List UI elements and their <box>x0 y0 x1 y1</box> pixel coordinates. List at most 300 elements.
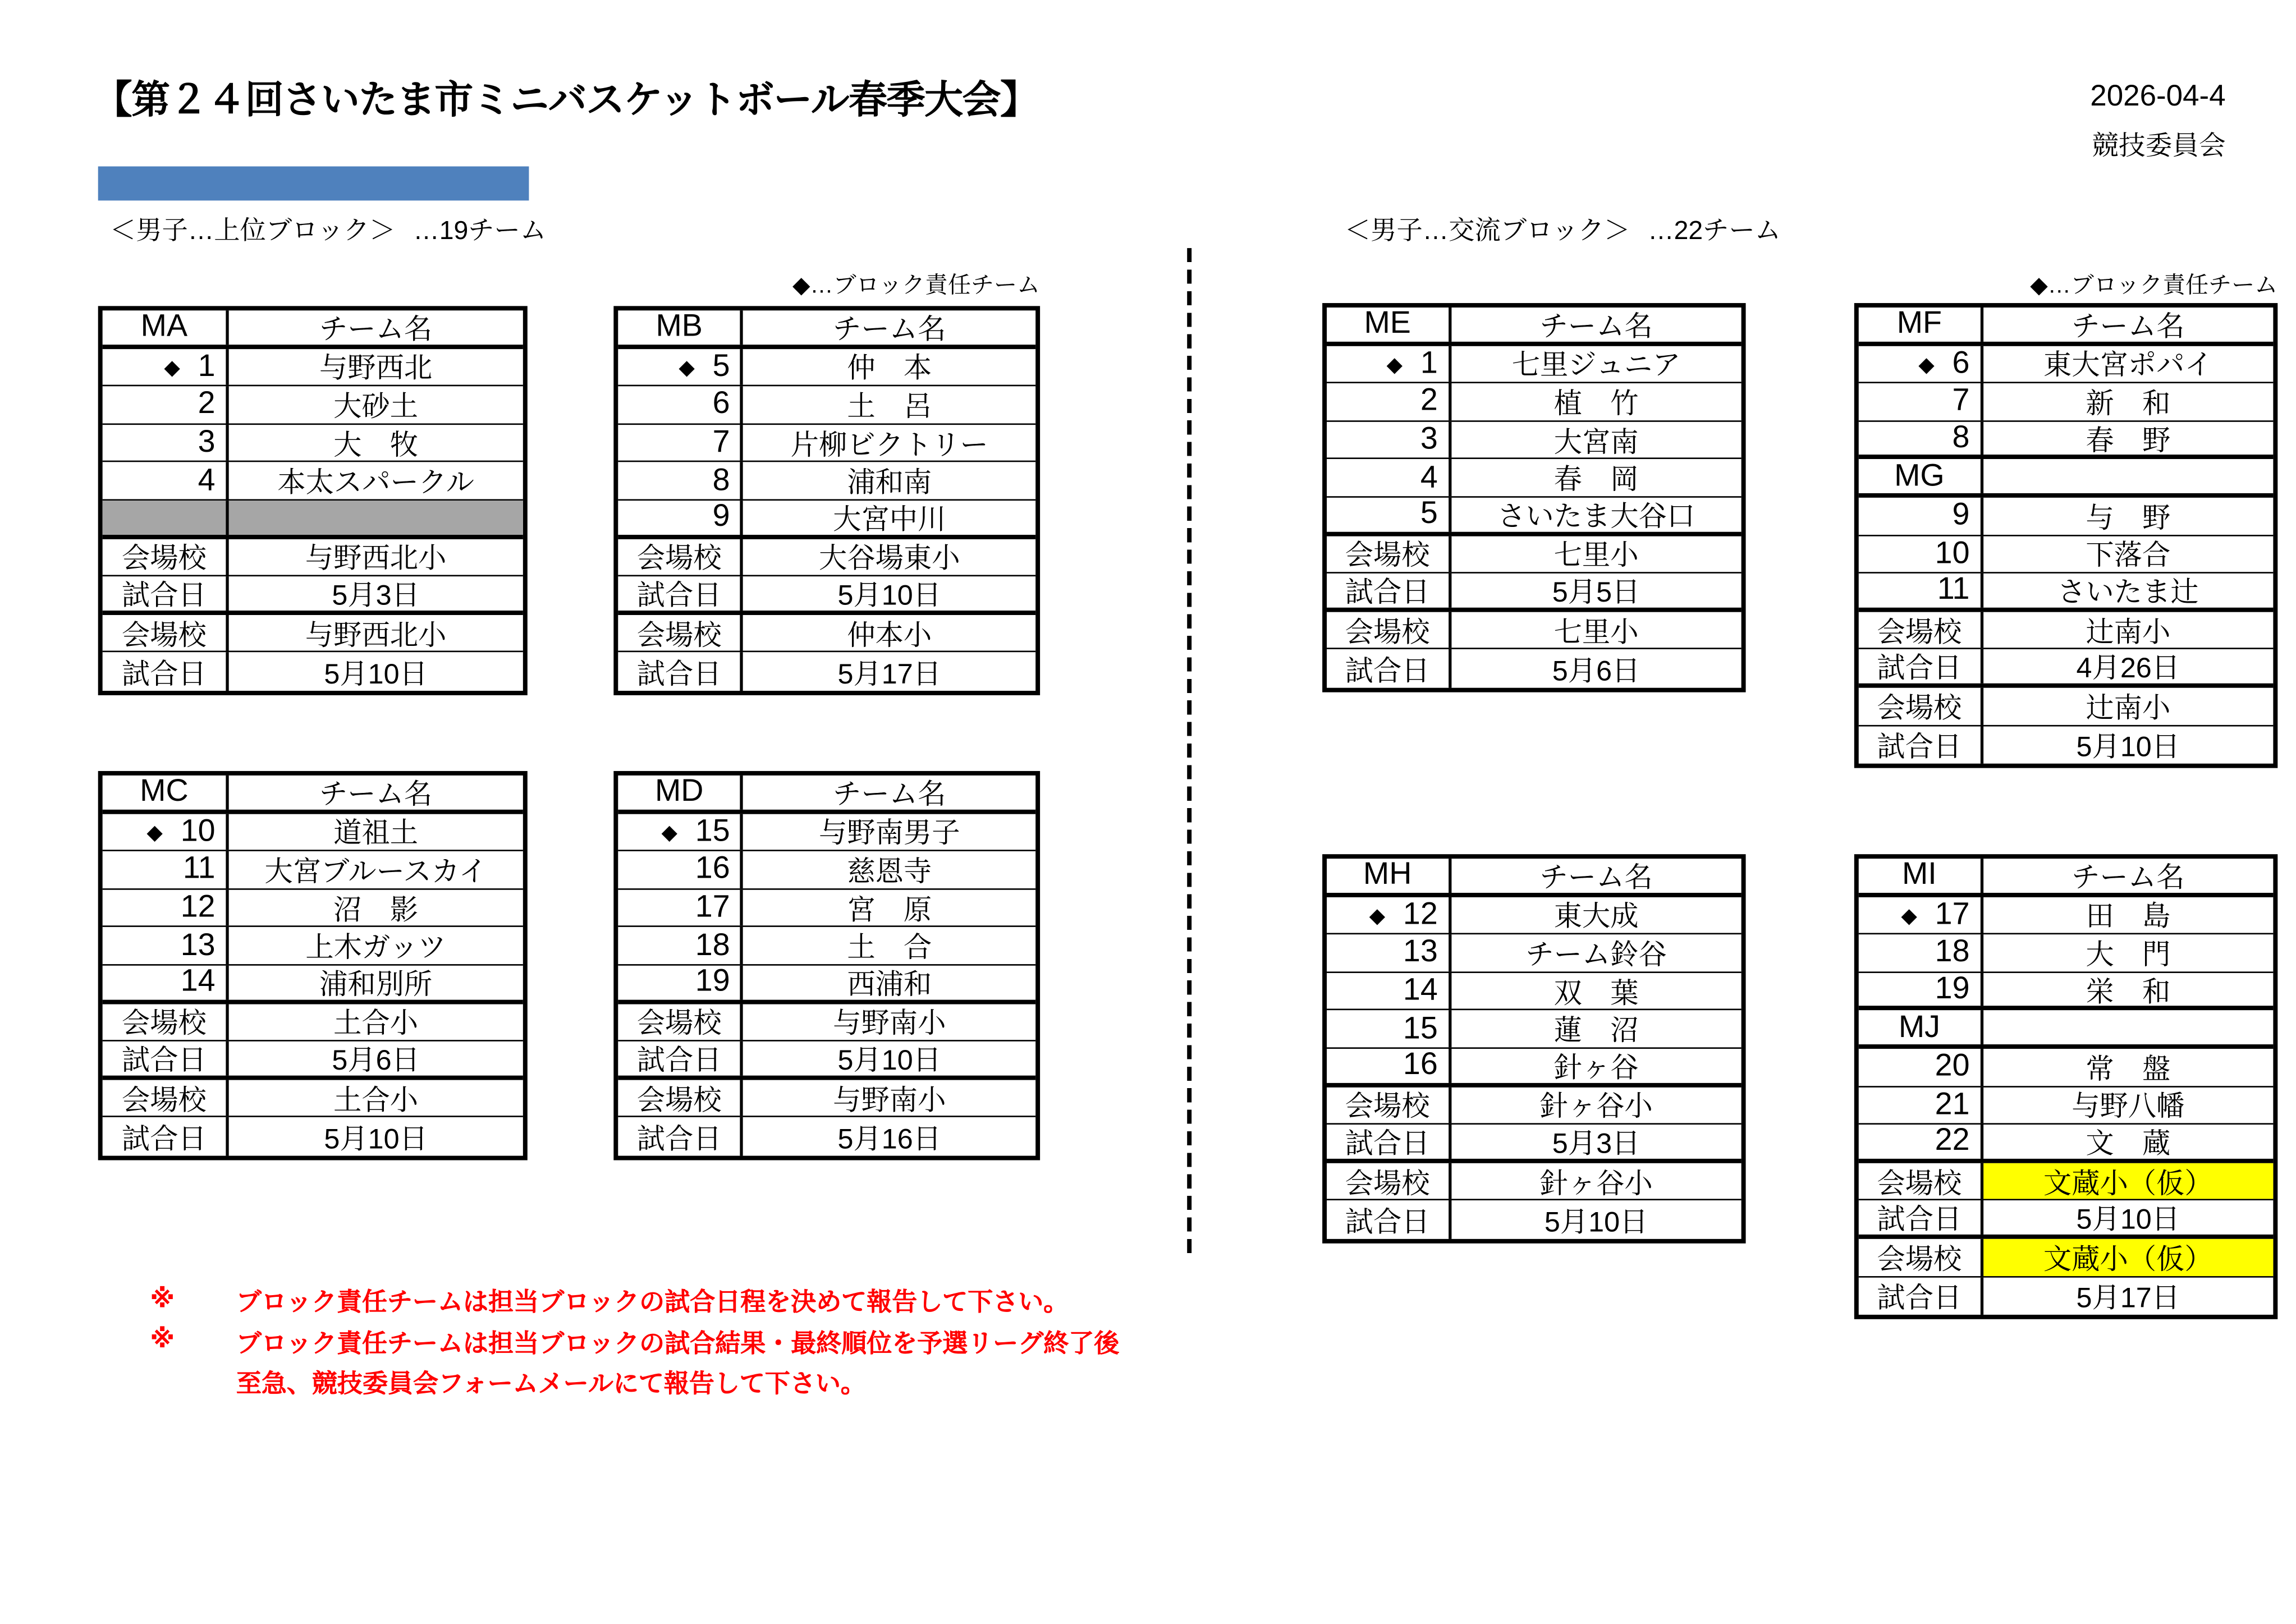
team-number: 3 <box>1420 422 1438 456</box>
table-row <box>1859 897 2274 935</box>
row-label: 試合日 <box>1877 1205 1962 1235</box>
block-code: MI <box>1901 859 1937 892</box>
table-row <box>1859 1277 2274 1315</box>
team-name: 与野八幡 <box>2072 1092 2185 1123</box>
team-name: 常 盤 <box>2086 1054 2171 1086</box>
table-row <box>1859 1239 2274 1277</box>
table-row <box>618 966 1035 1004</box>
team-name: さいたま大谷口 <box>1497 502 1695 531</box>
venue-school-cell <box>1983 688 2273 724</box>
table-row <box>1859 726 2274 764</box>
block-leader-diamond-icon: ◆ <box>679 355 695 379</box>
empty-gray-cell <box>228 501 523 534</box>
block-code: MC <box>140 775 189 809</box>
team-number: 6 <box>1952 346 1970 380</box>
table-row <box>103 614 523 653</box>
legend-block-leader-left: ◆…ブロック責任チーム <box>792 273 1041 299</box>
team-number-cell <box>1327 383 1451 420</box>
table-row <box>103 966 523 1004</box>
team-number-cell <box>618 387 743 423</box>
note-asterisk-marker: ※ <box>150 1325 175 1354</box>
team-number-cell <box>618 348 743 385</box>
team-number: 5 <box>712 348 730 383</box>
team-number-cell <box>1327 421 1451 458</box>
row-label: 会場校 <box>636 1009 722 1040</box>
row-label-cell <box>1859 688 1983 724</box>
row-label-cell <box>1859 1239 1983 1276</box>
row-label-cell <box>103 539 229 575</box>
team-name-column-header-cell <box>228 310 523 344</box>
team-number: 13 <box>180 928 216 962</box>
table-row <box>1327 346 1742 384</box>
table-row <box>103 889 523 928</box>
match-date: 5月10日 <box>837 580 942 611</box>
team-number: 21 <box>1935 1087 1970 1122</box>
team-name: 東大成 <box>1553 902 1639 934</box>
table-row <box>1327 612 1742 650</box>
team-number: 17 <box>1935 897 1970 932</box>
team-name-cell <box>228 851 523 888</box>
table-row <box>1327 650 1742 688</box>
team-name-cell <box>1451 460 1742 496</box>
table-row <box>1327 972 1742 1011</box>
team-name: 大 牧 <box>333 430 419 461</box>
team-name: 植 竹 <box>1553 389 1639 420</box>
row-label-cell <box>618 577 743 611</box>
team-name-cell <box>1451 935 1742 971</box>
section-heading-text: ＜男子…上位ブロック＞ <box>109 215 396 245</box>
team-name: チーム鈴谷 <box>1525 940 1667 971</box>
table-row <box>1327 1125 1742 1163</box>
venue-school-cell <box>228 1080 523 1116</box>
venue-school: 与野南小 <box>833 1085 946 1117</box>
block-code: MD <box>654 775 704 809</box>
team-name-cell <box>1983 897 2273 933</box>
table-row <box>1859 688 2274 726</box>
block-table-MC <box>98 771 528 1160</box>
team-number: 16 <box>1403 1048 1438 1082</box>
row-label-cell <box>618 653 743 691</box>
team-number: 22 <box>1935 1125 1970 1158</box>
venue-school-cell <box>1451 1087 1742 1123</box>
team-name-cell <box>228 348 523 385</box>
team-name-column-header-cell <box>1451 308 1742 341</box>
team-number: 10 <box>180 814 216 848</box>
team-name-cell <box>228 889 523 926</box>
team-name: 与 野 <box>2086 503 2171 534</box>
team-number-cell <box>618 501 743 534</box>
block-code-cell <box>103 310 229 344</box>
team-name-column-header-cell <box>743 310 1035 344</box>
team-name-cell <box>743 928 1035 964</box>
team-number: 16 <box>695 852 730 887</box>
team-name-cell <box>743 966 1035 999</box>
block-code: MG <box>1894 460 1945 493</box>
row-label: 会場校 <box>121 544 207 575</box>
row-label-cell <box>618 1080 743 1116</box>
team-number: 15 <box>695 814 730 848</box>
match-date: 5月10日 <box>2076 732 2180 764</box>
team-name-column-header-cell <box>1983 859 2273 892</box>
team-name: 道祖土 <box>333 819 419 850</box>
team-name: 浦和南 <box>847 468 932 499</box>
team-number-cell <box>103 814 229 850</box>
table-row <box>103 348 523 387</box>
team-number-cell <box>103 851 229 888</box>
block-code: MH <box>1363 859 1412 892</box>
team-name: 仲 本 <box>847 354 932 386</box>
block-leader-diamond-icon: ◆ <box>1918 352 1935 376</box>
team-name-cell <box>743 814 1035 850</box>
team-name-cell <box>1983 935 2273 971</box>
team-number-cell <box>618 462 743 499</box>
team-number: 9 <box>712 501 730 534</box>
table-row <box>618 348 1035 387</box>
row-label: 試合日 <box>1345 1207 1430 1238</box>
team-name: 大 門 <box>2086 940 2171 971</box>
team-number: 13 <box>1403 935 1438 970</box>
team-number: 11 <box>1937 574 1970 607</box>
venue-school: 辻南小 <box>2086 693 2171 724</box>
row-label: 会場校 <box>1877 1168 1962 1200</box>
table-row <box>1327 460 1742 498</box>
team-number-cell <box>1327 1049 1451 1082</box>
accent-bar <box>98 166 529 200</box>
section-divider-dashed-line <box>1187 248 1191 1257</box>
row-label: 試合日 <box>636 580 722 611</box>
venue-school: 文蔵小（仮） <box>2043 1168 2213 1200</box>
team-number: 15 <box>1403 1011 1438 1045</box>
team-name: 新 和 <box>2086 389 2171 420</box>
note-line <box>150 1279 1119 1320</box>
team-number: 9 <box>1952 498 1970 533</box>
team-number-cell <box>1859 897 1983 933</box>
venue-school: 仲本小 <box>847 620 932 652</box>
row-label: 会場校 <box>1345 617 1430 649</box>
team-name-cell <box>1451 498 1742 531</box>
table-row <box>1859 1049 2274 1087</box>
team-number: 12 <box>1403 897 1438 932</box>
team-number-cell <box>1327 460 1451 496</box>
row-label-cell <box>1327 1163 1451 1199</box>
table-row <box>103 814 523 852</box>
team-name-column-header-cell <box>743 776 1035 809</box>
row-label: 会場校 <box>636 1085 722 1117</box>
note-text: ブロック責任チームは担当ブロックの試合日程を決めて報告して下さい。 <box>236 1288 1069 1317</box>
match-date-cell <box>1451 574 1742 607</box>
row-label-cell <box>1327 574 1451 607</box>
team-number-cell <box>1859 536 1983 572</box>
row-label-cell <box>1327 1125 1451 1158</box>
team-number-cell <box>618 928 743 964</box>
team-number-cell <box>103 387 229 423</box>
row-label-cell <box>1859 612 1983 648</box>
table-row <box>1859 972 2274 1011</box>
row-label-cell <box>1327 612 1451 648</box>
team-name: 片柳ビクトリー <box>790 430 988 461</box>
venue-school-cell <box>743 539 1035 575</box>
team-number-cell <box>1859 1087 1983 1123</box>
block-table-ME <box>1322 303 1745 692</box>
match-date-cell <box>1451 650 1742 688</box>
row-label-cell <box>1327 1201 1451 1239</box>
row-label: 試合日 <box>121 580 207 611</box>
row-label: 会場校 <box>1345 541 1430 572</box>
team-number-cell <box>1859 1125 1983 1158</box>
team-number-cell <box>1859 346 1983 382</box>
match-date: 5月17日 <box>2076 1283 2180 1315</box>
venue-school: 大谷場東小 <box>819 544 960 575</box>
team-name-cell <box>743 889 1035 926</box>
row-label: 試合日 <box>121 659 207 691</box>
table-row <box>103 1118 523 1156</box>
row-label-cell <box>1327 1087 1451 1123</box>
team-number-cell <box>1327 346 1451 382</box>
team-name-column-header: チーム名 <box>2072 311 2185 341</box>
block-leader-diamond-icon: ◆ <box>146 820 163 844</box>
match-date-cell <box>743 1118 1035 1156</box>
table-row <box>618 1042 1035 1080</box>
match-date-cell <box>228 577 523 611</box>
row-label: 試合日 <box>1345 656 1430 687</box>
team-number-cell <box>1327 1011 1451 1047</box>
table-row <box>618 653 1035 691</box>
team-name-column-header-cell <box>1451 859 1742 892</box>
team-name-cell <box>1451 346 1742 382</box>
venue-school: 土合小 <box>333 1009 419 1040</box>
match-date: 5月6日 <box>1552 656 1640 687</box>
table-row <box>618 425 1035 463</box>
table-row <box>103 425 523 463</box>
team-number-cell <box>103 966 229 999</box>
team-number: 19 <box>695 965 730 999</box>
note-text: ブロック責任チームは担当ブロックの試合結果・最終順位を予選リーグ終了後 <box>236 1329 1120 1358</box>
match-date-cell <box>743 1042 1035 1075</box>
legend-block-leader-right: ◆…ブロック責任チーム <box>2030 273 2278 299</box>
team-number-cell <box>1859 383 1983 420</box>
match-date: 5月16日 <box>837 1124 942 1155</box>
table-row <box>103 653 523 691</box>
table-row <box>1859 308 2274 346</box>
block-code-cell <box>618 310 743 344</box>
table-row <box>1327 536 1742 574</box>
match-date: 5月10日 <box>1544 1207 1648 1238</box>
venue-school: 与野西北小 <box>305 620 447 652</box>
team-name-cell <box>228 928 523 964</box>
page-title: 【第２４回さいたま市ミニバスケットボール春季大会】 <box>93 77 1038 122</box>
team-name-column-header: チーム名 <box>1539 863 1653 892</box>
block-code-cell <box>1859 859 1983 892</box>
team-number-cell <box>1859 935 1983 971</box>
team-name: 文 蔵 <box>2086 1128 2171 1159</box>
empty-cell <box>1983 460 2273 493</box>
section-heading-upper-block <box>110 211 546 248</box>
team-name-cell <box>1983 421 2273 455</box>
table-row <box>1327 897 1742 935</box>
row-label-cell <box>618 1003 743 1040</box>
team-name-cell <box>1983 1049 2273 1085</box>
team-number-cell <box>1859 972 1983 1006</box>
row-label: 会場校 <box>121 1009 207 1040</box>
team-name-column-header-cell <box>228 776 523 809</box>
section-team-count: …22チーム <box>1648 215 1781 245</box>
team-number: 4 <box>198 463 216 497</box>
team-name-column-header: チーム名 <box>833 779 946 809</box>
team-name-cell <box>228 462 523 499</box>
team-name-column-header: チーム名 <box>319 779 433 809</box>
table-row <box>1859 498 2274 536</box>
table-row <box>1327 1049 1742 1087</box>
venue-school: 針ヶ谷小 <box>1539 1092 1653 1123</box>
team-number: 7 <box>712 425 730 460</box>
team-number-cell <box>1859 1049 1983 1085</box>
team-name: 蓮 沼 <box>1553 1016 1639 1048</box>
empty-cell <box>1983 1011 2273 1044</box>
venue-school: 辻南小 <box>2086 617 2171 649</box>
block-leader-diamond-icon: ◆ <box>1369 903 1386 927</box>
row-label: 会場校 <box>636 620 722 652</box>
table-row <box>103 539 523 577</box>
table-row <box>103 928 523 966</box>
table-row <box>618 814 1035 852</box>
team-name-column-header: チーム名 <box>1539 311 1653 341</box>
table-row <box>1859 1011 2274 1049</box>
venue-school-cell <box>1451 1163 1742 1199</box>
block-code: ME <box>1364 307 1411 341</box>
team-name-cell <box>1451 383 1742 420</box>
team-name-cell <box>743 425 1035 461</box>
empty-gray-cell <box>103 501 229 534</box>
team-name: 下落合 <box>2086 541 2171 572</box>
table-row <box>618 577 1035 615</box>
team-name-cell <box>1983 383 2273 420</box>
row-label: 試合日 <box>121 1045 207 1075</box>
team-number: 2 <box>1420 384 1438 419</box>
team-number: 8 <box>1952 421 1970 455</box>
team-number: 17 <box>695 889 730 924</box>
table-row <box>1859 1125 2274 1163</box>
venue-school-cell <box>1983 612 2273 648</box>
row-label-cell <box>618 1118 743 1156</box>
issue-date: 2026-04-4 <box>2090 80 2226 113</box>
team-name-cell <box>743 387 1035 423</box>
match-date-cell <box>228 653 523 691</box>
venue-school-cell <box>743 1003 1035 1040</box>
team-name: 大宮中川 <box>833 504 946 534</box>
team-number: 14 <box>1403 973 1438 1008</box>
team-number-cell <box>618 851 743 888</box>
table-row <box>1327 308 1742 346</box>
table-row <box>618 928 1035 966</box>
team-name-cell <box>1983 498 2273 534</box>
block-code: MJ <box>1898 1011 1940 1044</box>
venue-school-cell <box>743 614 1035 651</box>
table-row <box>1859 574 2274 612</box>
team-number-cell <box>1327 897 1451 933</box>
block-leader-diamond-icon: ◆ <box>661 820 678 844</box>
table-row <box>1859 1087 2274 1125</box>
row-label-cell <box>103 1118 229 1156</box>
row-label: 会場校 <box>1877 617 1962 649</box>
table-row <box>618 1003 1035 1042</box>
table-row <box>1859 1201 2274 1239</box>
team-number-cell <box>1327 935 1451 971</box>
table-row <box>618 1080 1035 1118</box>
team-number: 20 <box>1935 1049 1970 1084</box>
block-code-cell <box>1859 1011 1983 1044</box>
row-label: 試合日 <box>636 1124 722 1155</box>
table-row <box>103 1003 523 1042</box>
team-name-column-header-cell <box>1983 308 2273 341</box>
section-heading-exchange-block <box>1345 211 1781 248</box>
team-name-cell <box>743 462 1035 499</box>
team-number: 2 <box>198 387 216 421</box>
match-date-cell <box>1983 650 2273 683</box>
table-row <box>1859 1163 2274 1201</box>
block-table-MF-MG <box>1854 303 2277 768</box>
match-date: 5月10日 <box>2076 1205 2180 1235</box>
team-name-column-header: チーム名 <box>319 314 433 345</box>
team-name-cell <box>1983 346 2273 382</box>
row-label: 試合日 <box>1345 577 1430 608</box>
row-label: 試合日 <box>121 1124 207 1155</box>
team-number-cell <box>103 889 229 926</box>
venue-school: 与野南小 <box>833 1009 946 1040</box>
team-name-cell <box>1983 1087 2273 1123</box>
match-date-cell <box>1983 1201 2273 1235</box>
venue-school-cell <box>1451 536 1742 572</box>
team-number: 11 <box>182 852 216 887</box>
team-name: 本太スパークル <box>277 468 474 499</box>
venue-school: 七里小 <box>1553 617 1639 649</box>
team-name: 田 島 <box>2086 902 2171 934</box>
venue-school-cell <box>1451 612 1742 648</box>
row-label: 会場校 <box>121 1085 207 1117</box>
row-label-cell <box>618 614 743 651</box>
team-number: 1 <box>1420 346 1438 380</box>
team-name: さいたま辻 <box>2057 577 2199 608</box>
note-text: 至急、競技委員会フォームメールにて報告して下さい。 <box>236 1370 866 1399</box>
team-name-cell <box>228 814 523 850</box>
table-row <box>103 1042 523 1080</box>
row-label-cell <box>103 1080 229 1116</box>
team-number: 7 <box>1952 384 1970 419</box>
table-row <box>618 539 1035 577</box>
row-label-cell <box>618 1042 743 1075</box>
team-number: 5 <box>1420 497 1438 531</box>
row-label: 会場校 <box>1877 693 1962 724</box>
team-name: 宮 原 <box>847 895 932 926</box>
team-name: 春 野 <box>2086 425 2171 456</box>
block-table-MB <box>613 306 1040 695</box>
team-name-cell <box>1983 536 2273 572</box>
team-name: 双 葉 <box>1553 978 1639 1010</box>
table-row <box>1859 421 2274 460</box>
venue-school: 針ヶ谷小 <box>1539 1168 1653 1200</box>
table-row <box>618 387 1035 425</box>
venue-school-cell <box>228 539 523 575</box>
team-number: 10 <box>1935 536 1970 571</box>
note-line <box>150 1361 1119 1402</box>
table-row <box>618 776 1035 814</box>
team-number: 8 <box>712 463 730 497</box>
row-label-cell <box>1859 726 1983 764</box>
team-number: 4 <box>1420 460 1438 494</box>
team-name: 七里ジュニア <box>1511 351 1681 382</box>
section-team-count: …19チーム <box>413 215 547 245</box>
match-date: 5月3日 <box>1552 1128 1640 1159</box>
row-label-cell <box>103 577 229 611</box>
